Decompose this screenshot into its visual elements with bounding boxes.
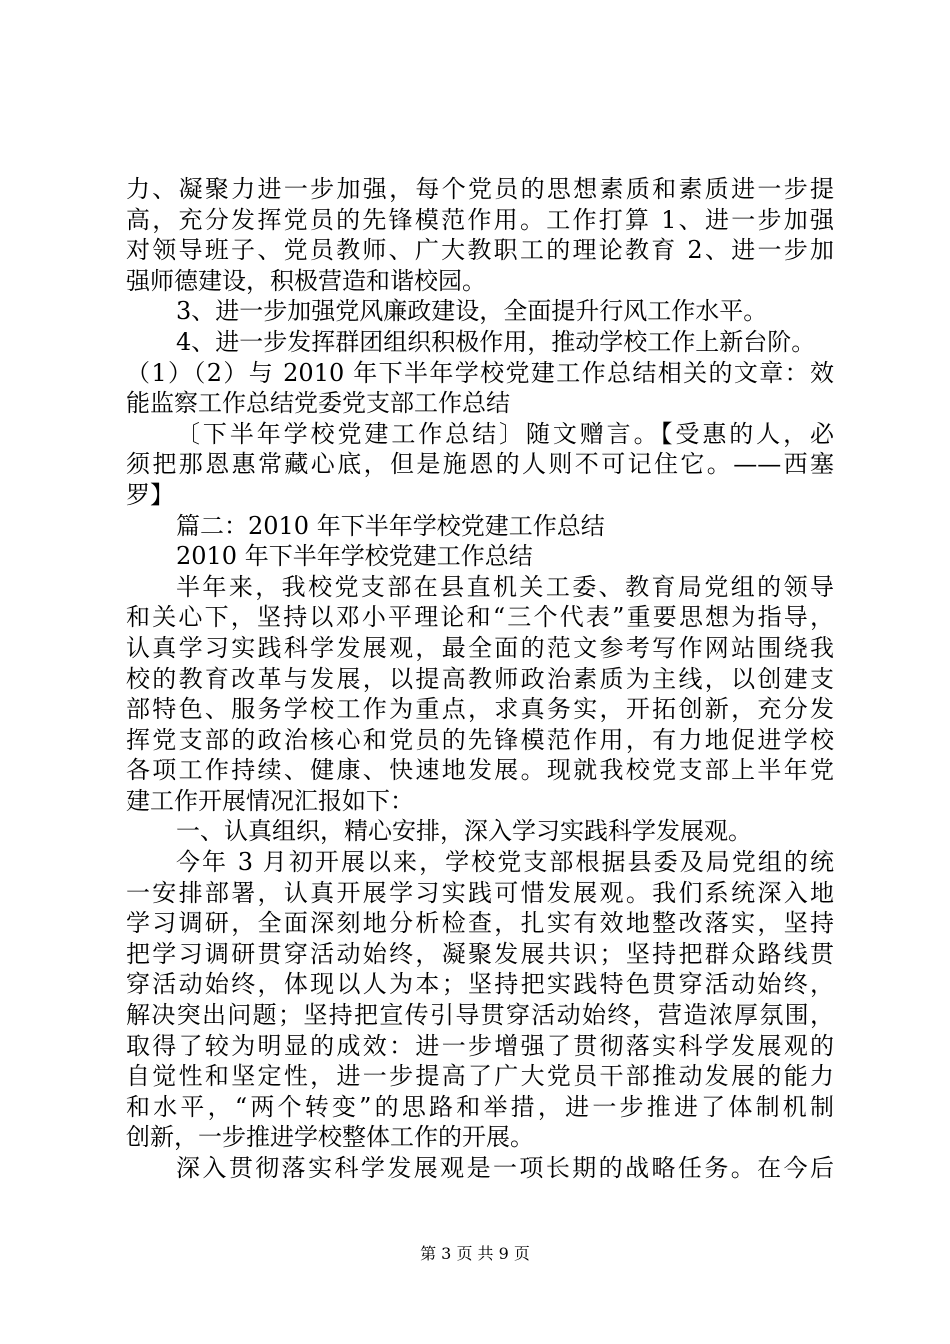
text-line: 高，充分发挥党员的先锋模范作用。工作打算 1、进一步加强 bbox=[126, 205, 834, 234]
text-line: 2010 年下半年学校党建工作总结 bbox=[176, 542, 533, 571]
text-line: 3、进一步加强党风廉政建设，全面提升行风工作水平。 bbox=[176, 297, 768, 326]
text-line: （1）（2）与 2010 年下半年学校党建工作总结相关的文章：效 bbox=[126, 358, 834, 387]
text-line: 4、进一步发挥群团组织积极作用，推动学校工作上新台阶。 bbox=[176, 327, 816, 356]
text-line: 强师德建设，积极营造和谐校园。 bbox=[126, 266, 486, 295]
text-line: 能监察工作总结党委党支部工作总结 bbox=[126, 389, 510, 418]
text-line: 认真学习实践科学发展观，最全面的范文参考写作网站围绕我 bbox=[126, 633, 834, 662]
text-line: 挥党支部的政治核心和党员的先锋模范作用，有力地促进学校 bbox=[126, 725, 834, 754]
text-line: 取得了较为明显的成效：进一步增强了贯彻落实科学发展观的 bbox=[126, 1031, 834, 1060]
text-line: 半年来，我校党支部在县直机关工委、教育局党组的领导 bbox=[176, 572, 834, 601]
text-line: 深入贯彻落实科学发展观是一项长期的战略任务。在今后 bbox=[176, 1154, 834, 1182]
text-line: 创新，一步推进学校整体工作的开展。 bbox=[126, 1123, 534, 1152]
text-line: 今年 3 月初开展以来，学校党支部根据县委及局党组的统 bbox=[176, 848, 834, 877]
text-line: 穿活动始终，体现以人为本；坚持把实践特色贯穿活动始终， bbox=[126, 970, 834, 999]
text-line: 罗】 bbox=[126, 480, 174, 509]
page-footer: 第 3 页 共 9 页 bbox=[420, 1244, 530, 1263]
text-line: 建工作开展情况汇报如下： bbox=[126, 786, 414, 815]
text-line: 一安排部署，认真开展学习实践可惜发展观。我们系统深入地 bbox=[126, 878, 834, 907]
text-line: 校的教育改革与发展，以提高教师政治素质为主线，以创建支 bbox=[126, 664, 834, 693]
text-line: 一、认真组织，精心安排，深入学习实践科学发展观。 bbox=[176, 817, 752, 846]
text-line: 自觉性和坚定性，进一步提高了广大党员干部推动发展的能力 bbox=[126, 1062, 834, 1091]
text-line: 〔下半年学校党建工作总结〕随文赠言。【受惠的人，必 bbox=[176, 419, 834, 448]
document-body bbox=[126, 174, 834, 1184]
text-line: 篇二：2010 年下半年学校党建工作总结 bbox=[176, 511, 605, 540]
text-line: 解决突出问题；坚持把宣传引导贯穿活动始终，营造浓厚氛围， bbox=[126, 1001, 834, 1030]
text-line: 力、凝聚力进一步加强，每个党员的思想素质和素质进一步提 bbox=[126, 175, 834, 203]
text-line: 对领导班子、党员教师、广大教职工的理论教育 2、进一步加 bbox=[126, 236, 834, 265]
text-line: 和水平，“两个转变”的思路和举措，进一步推进了体制机制 bbox=[126, 1092, 834, 1121]
text-line: 部特色、服务学校工作为重点，求真务实，开拓创新，充分发 bbox=[126, 695, 834, 724]
text-line: 须把那恩惠常藏心底，但是施恩的人则不可记住它。——西塞 bbox=[126, 450, 834, 479]
text-line: 学习调研，全面深刻地分析检查，扎实有效地整改落实，坚持 bbox=[126, 909, 834, 938]
text-line: 各项工作持续、健康、快速地发展。现就我校党支部上半年党 bbox=[126, 756, 834, 785]
text-line: 把学习调研贯穿活动始终，凝聚发展共识；坚持把群众路线贯 bbox=[126, 939, 834, 968]
text-line: 和关心下，坚持以邓小平理论和“三个代表”重要思想为指导， bbox=[126, 603, 834, 632]
